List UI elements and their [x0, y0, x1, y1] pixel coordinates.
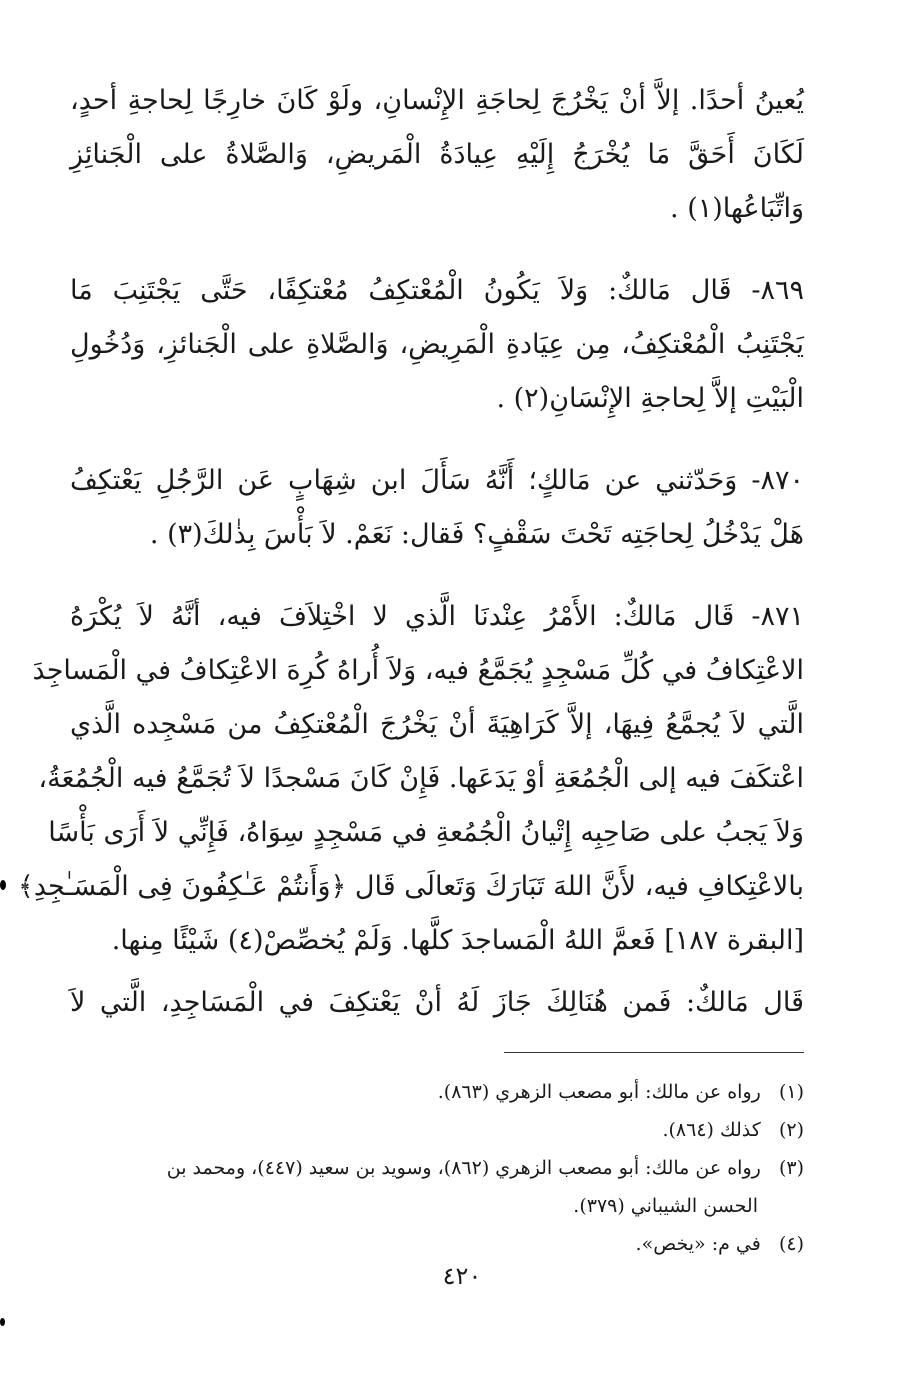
footnote-text: رواه عن مالك: أبو مصعب الزهري (٨٦٣). — [437, 1081, 761, 1103]
text-line: ٨٧١- قَال مَالكٌ: الأَمْرُ عِنْدنَا الَّذي لا اخْتِلاَفَ فيه، أنَّهُ لاَ يُكْرَهُ — [70, 601, 804, 632]
footnote-text: في م: «يخص». — [635, 1233, 761, 1255]
footnote-2 — [70, 1111, 804, 1149]
text-line: قَال مَالكٌ: فَمن هُنَالِكَ جَازَ لَهُ أنْ يَعْتكِفَ في الْمَسَاجِدِ، الَّتي لاَ — [70, 987, 804, 1018]
text-line: اعْتكَفَ فيه إلى الْجُمُعَةِ أوْ يَدَعَها. فَإِنْ كَانَ مَسْجدًا لاَ تُجَمَّعُ فيه الْجُمُعَةُ، — [38, 763, 804, 794]
text-line: يَجْتَنِبُ الْمُعْتكِفُ، مِن عِيَادةِ الْمَرِيضِ، وَالصَّلاةِ على الْجَنائزِ، وَدُخُولِ — [70, 329, 804, 360]
text-line: [البقرة ١٨٧] فَعمَّ اللهُ الْمَساجدَ كلَّها. وَلَمْ يُخصِّصْ(٤) شَيْئًا مِنها. — [111, 925, 804, 956]
scan-speck — [0, 880, 6, 890]
paragraph-869 — [70, 264, 804, 426]
paragraph-5 — [70, 976, 804, 1030]
footnote-number: (١) — [778, 1081, 804, 1103]
footnote-number: (٤) — [778, 1233, 804, 1255]
footnote-1 — [70, 1073, 804, 1111]
footnote-divider — [504, 1052, 804, 1053]
footnotes — [70, 1073, 804, 1263]
footnote-3-continued: الحسن الشيباني (٣٧٩). — [573, 1195, 758, 1217]
text-line: الَّتي لاَ يُجمَّعُ فِيهَا، إلاَّ كَرَاهِيَةَ أنْ يَخْرُجَ الْمُعْتكِفُ من مَسْجِده الَّذي — [70, 709, 804, 740]
text-line: هَلْ يَدْخُلُ لِحاجَتِه تَحْتَ سَقْفٍ؟ فَقال: نَعَمْ. لاَ بَأْسَ بِذٰلكَ(٣) . — [149, 519, 804, 550]
text-line: وَلاَ يَجبُ على صَاحِبِه إِتْيانُ الْجُمُعةِ في مَسْجِدٍ سِوَاهُ، فَإِنِّي لاَ أَرَى بَأْسًا — [48, 817, 804, 848]
text-line: الْبَيْتِ إلاَّ لِحاجةِ الإِنْسَانِ(٢) . — [496, 383, 804, 414]
footnote-number: (٣) — [778, 1157, 804, 1179]
paragraph-871 — [18, 590, 804, 968]
page-body — [18, 74, 804, 1263]
text-line: لَكَانَ أَحَقَّ مَا يُخْرَجُ إِلَيْهِ عِيادَةُ الْمَريضِ، وَالصَّلاةُ على الْجَنائِزِ — [70, 139, 804, 170]
footnote-3 — [70, 1149, 804, 1187]
text-line: الاعْتِكافُ في كُلِّ مَسْجِدٍ يُجَمَّعُ فيه، وَلاَ أُراهُ كُرِهَ الاعْتِكافُ في الْمَساجِدَ — [32, 655, 804, 686]
footnote-4 — [70, 1225, 804, 1263]
footnote-number: (٢) — [778, 1119, 804, 1141]
page-number: ٤٢٠ — [442, 1262, 482, 1290]
paragraph-870 — [70, 454, 804, 562]
text-line: ٨٦٩- قَال مَالكٌ: وَلاَ يَكُونُ الْمُعْتكِفُ مُعْتكِفًا، حَتَّى يَجْتَنِبَ مَا — [70, 275, 804, 306]
footnote-text: رواه عن مالك: أبو مصعب الزهري (٨٦٢)، وسويد بن سعيد (٤٤٧)، ومحمد بن — [166, 1157, 761, 1179]
text-line: يُعينُ أحدًا. إلاَّ أنْ يَخْرُجَ لِحاجَةِ الإِنْسانِ، ولَوْ كَانَ خارِجًا لِحاجةِ أحدٍ، — [70, 85, 804, 116]
footnote-text: كذلك (٨٦٤). — [662, 1119, 761, 1141]
paragraph-1 — [70, 74, 804, 236]
scan-speck — [0, 1318, 5, 1326]
text-line: ٨٧٠- وَحَدّثني عن مَالكٍ؛ أَنَّهُ سَأَلَ ابن شِهَابٍ عَن الرَّجُلِ يَعْتكِفُ — [70, 465, 804, 496]
text-line: بالاعْتِكافِ فيه، لأَنَّ اللهَ تَبَارَكَ وَتَعالَى قَال ﴿وَأَنتُمْ عَـٰكِفُونَ فِى الْمَسَـٰجِدِ﴾ — [18, 871, 804, 902]
text-line: وَاتِّبَاعُها(١) . — [670, 193, 804, 224]
